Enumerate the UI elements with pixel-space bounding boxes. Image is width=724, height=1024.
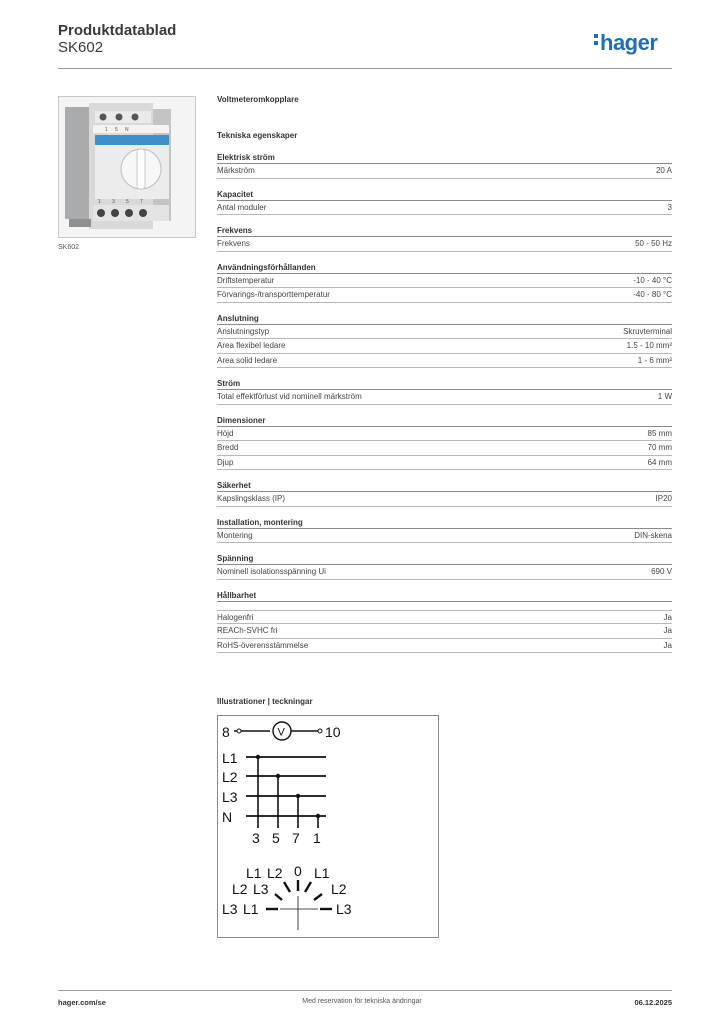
spec-label: RoHS-överensstämmelse — [217, 640, 309, 650]
spec-label: Total effektförlust vid nominell märkström — [217, 392, 362, 401]
hager-logo — [594, 30, 657, 56]
device-mark-6: 5 — [126, 199, 129, 205]
product-name: Voltmeteromkopplare — [217, 95, 299, 104]
device-mark-4: 1 — [98, 199, 101, 205]
dial-label-l2b: L2 — [232, 881, 248, 897]
spec-label: Montering — [217, 530, 253, 540]
phase-l2-label: L2 — [222, 769, 238, 785]
spec-label: Halogenfri — [217, 612, 254, 622]
dial-position-0: 0 — [294, 863, 302, 879]
group-heading: Ström — [217, 378, 672, 390]
spec-value: Ja — [663, 626, 672, 635]
spec-row — [217, 288, 672, 303]
spec-row — [217, 565, 672, 580]
spec-row — [217, 441, 672, 456]
spec-value: 1 - 6 mm² — [637, 355, 672, 365]
device-mark-3: N — [125, 127, 129, 133]
group-heading: Anslutning — [217, 313, 672, 325]
wiring-diagram-svg — [218, 716, 440, 939]
spec-value: DIN-skena — [634, 530, 672, 540]
spec-value: 70 mm — [647, 443, 672, 452]
spec-group-frequency — [217, 225, 672, 252]
spec-label: Area flexibel ledare — [217, 341, 286, 350]
footer-website-link[interactable]: hager.com/se — [58, 998, 106, 1007]
spec-label: REACh-SVHC fri — [217, 626, 278, 635]
spec-label: Förvarings-/transporttemperatur — [217, 290, 330, 299]
terminal-8-label: 8 — [222, 724, 230, 740]
spec-row — [217, 201, 672, 216]
spec-row — [217, 427, 672, 442]
logo-text: hager — [600, 30, 658, 55]
contact-5-label: 5 — [272, 830, 280, 846]
device-mark-7: 7 — [140, 199, 143, 205]
group-heading: Dimensioner — [217, 415, 672, 427]
spec-row — [217, 529, 672, 544]
dial-label-l3b: L3 — [222, 901, 238, 917]
device-mark-2: 5 — [115, 127, 118, 133]
group-heading: Säkerhet — [217, 480, 672, 492]
header-divider — [58, 68, 672, 69]
spec-value: -10 - 40 °C — [633, 275, 672, 285]
spec-value: 20 A — [655, 166, 672, 175]
spec-label: Antal moduler — [217, 202, 267, 212]
contact-7-label: 7 — [292, 830, 300, 846]
spec-value: 1 W — [657, 392, 672, 401]
spec-row — [217, 237, 672, 252]
spec-label: Höjd — [217, 428, 234, 438]
spec-value: Skruvterminal — [623, 326, 672, 336]
spec-label: Kapslingsklass (IP) — [217, 494, 286, 503]
spec-row — [217, 325, 672, 340]
spec-group-sustainability — [217, 590, 672, 654]
spec-group-installation — [217, 517, 672, 544]
spec-label: Nominell isolationsspänning Ui — [217, 567, 326, 576]
spec-value: 85 mm — [647, 428, 672, 438]
spec-label: Märkström — [217, 166, 255, 175]
dial-label-r-l1: L1 — [314, 865, 330, 881]
spec-row — [217, 624, 672, 639]
dial-label-l1b: L1 — [243, 901, 259, 917]
spec-group-electric-current — [217, 152, 672, 179]
group-heading: Spänning — [217, 553, 672, 565]
group-heading: Frekvens — [217, 225, 672, 237]
spec-row — [217, 492, 672, 507]
spec-value: Ja — [663, 640, 672, 650]
spec-group-operating-conditions — [217, 262, 672, 303]
dial-label-l3: L3 — [253, 881, 269, 897]
logo-dots-icon — [594, 34, 598, 48]
illustrations-title: Illustrationer | teckningar — [217, 697, 313, 706]
spec-row — [217, 610, 672, 625]
device-mark-5: 3 — [112, 199, 115, 205]
technical-specifications — [217, 94, 672, 653]
group-heading: Kapacitet — [217, 189, 672, 201]
contact-1-label: 1 — [313, 830, 321, 846]
spec-group-dimensions — [217, 415, 672, 471]
spec-label: Anslutningstyp — [217, 326, 270, 336]
footer-divider — [58, 990, 672, 991]
spec-row — [217, 339, 672, 354]
spec-row — [217, 164, 672, 179]
product-model: SK602 — [58, 39, 104, 56]
spec-group-connection — [217, 313, 672, 369]
product-image — [58, 96, 196, 238]
device-mark-1: 1 — [105, 127, 108, 133]
spec-row — [217, 456, 672, 471]
spec-row — [217, 354, 672, 369]
spec-group-safety — [217, 480, 672, 507]
spec-row — [217, 390, 672, 405]
wiring-diagram — [217, 715, 439, 938]
spec-label: Bredd — [217, 443, 239, 452]
spec-row — [217, 639, 672, 654]
group-heading: Elektrisk ström — [217, 152, 672, 164]
dial-label-l2: L2 — [267, 865, 283, 881]
voltmeter-switch-device-icon — [59, 97, 196, 238]
spec-row — [217, 274, 672, 289]
spec-label: Area solid ledare — [217, 355, 278, 365]
phase-n-label: N — [222, 809, 233, 825]
group-heading: Installation, montering — [217, 517, 672, 529]
spec-group-voltage — [217, 553, 672, 580]
contact-3-label: 3 — [252, 830, 260, 846]
spec-value: 64 mm — [647, 457, 672, 467]
spec-label: Frekvens — [217, 239, 250, 248]
product-image-caption: SK602 — [58, 244, 80, 251]
spec-group-capacity — [217, 189, 672, 216]
spec-value: 1.5 - 10 mm² — [626, 341, 672, 350]
footer-date: 06.12.2025 — [634, 998, 672, 1007]
group-heading: Hållbarhet — [217, 590, 672, 602]
spec-value: IP20 — [655, 494, 672, 503]
spec-label: Djup — [217, 457, 234, 467]
dial-label-l1: L1 — [246, 865, 262, 881]
phase-l1-label: L1 — [222, 750, 238, 766]
spec-label: Driftstemperatur — [217, 275, 275, 285]
dial-label-r-l3: L3 — [336, 901, 352, 917]
spec-value: 50 - 50 Hz — [635, 239, 672, 248]
section-title: Tekniska egenskaper — [217, 131, 298, 140]
spec-value: 690 V — [651, 567, 672, 576]
group-heading: Användningsförhållanden — [217, 262, 672, 274]
spec-value: Ja — [663, 612, 672, 622]
dial-label-r-l2: L2 — [331, 881, 347, 897]
spec-value: -40 - 80 °C — [633, 290, 672, 299]
phase-l3-label: L3 — [222, 789, 238, 805]
terminal-10-label: 10 — [325, 724, 341, 740]
spec-group-power — [217, 378, 672, 405]
voltmeter-label: V — [277, 726, 285, 739]
document-title: Produktdatablad — [58, 22, 177, 39]
footer-notice: Med reservation för tekniska ändringar — [302, 998, 422, 1005]
spec-value: 3 — [667, 202, 672, 212]
